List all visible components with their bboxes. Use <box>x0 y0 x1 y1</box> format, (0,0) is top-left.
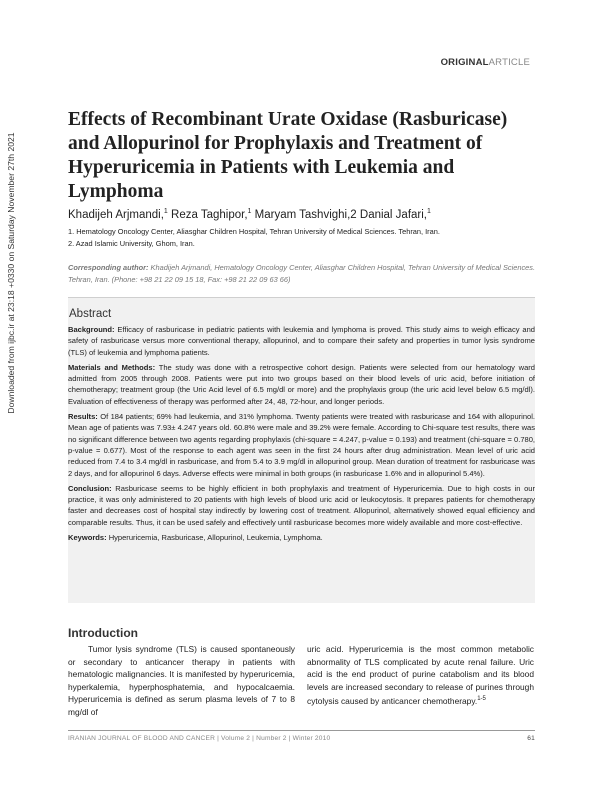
author-name: Reza Taghipor, <box>171 208 248 221</box>
article-title: Effects of Recombinant Urate Oxidase (Rasburicase) and Allopurinol for Prophylaxis and Treatment of Hyperuricemia in Patients with Leukemia and Lymphoma <box>68 109 508 202</box>
footer-divider <box>68 730 535 731</box>
author-affil-ref: 1 <box>427 208 431 215</box>
corresponding-text: Khadijeh Arjmandi, Hematology Oncology Center, Aliasghar Children Hospital, Tehran University of Medical Sciences. Tehran, Iran. (Phone: +98 21 22 09 15 18, Fax: +98 21 22 09 63 66) <box>68 263 536 284</box>
download-watermark <box>4 128 18 418</box>
corresponding-label: Corresponding author: <box>68 263 149 272</box>
affiliation-item: 2. Azad Islamic University, Ghom, Iran. <box>68 239 195 248</box>
background-text: Efficacy of rasburicase in pediatric patients with leukemia and lymphoma is proved. This study aims to weigh efficacy and safety of rasburicase versus more conventional therapy, allopurinol, and to compare their safety and properties in tumor lysis syndrome (TLS) of leukemia and lymphoma patients. <box>68 325 535 357</box>
article-type-light: ARTICLE <box>488 57 530 68</box>
methods-text: The study was done with a retrospective cohort design. Patients were selected from our hematology ward admitted from 2005 through 2008. Patients were put into two groups based on their blood levels of uric acid, before initiation of chemotherapy; treatment group (the Uric Acid level of 6.5 mg/dl or more) and the prophylaxis group (the uric acid level below 6.5 mg/dl). Evaluation of effectiveness of therapy was performed after 24, 48, 72-hour, and longer periods. <box>68 362 535 406</box>
methods-label: Materials and Methods: <box>68 362 156 372</box>
author-affil-ref: 1 <box>163 208 168 215</box>
citation-ref: 1-5 <box>477 696 486 703</box>
author-affil-ref: 1 <box>247 208 252 215</box>
keywords-label: Keywords: <box>68 533 107 543</box>
page-number: 61 <box>527 735 535 742</box>
article-type-badge <box>441 57 530 68</box>
abstract-methods <box>68 362 535 407</box>
journal-info: IRANIAN JOURNAL OF BLOOD AND CANCER | Volume 2 | Number 2 | Winter 2010 <box>68 735 331 742</box>
author-name: Maryam Tashvighi,2 Danial Jafari, <box>254 208 428 221</box>
introduction-heading: Introduction <box>68 626 138 640</box>
abstract-heading: Abstract <box>69 308 112 320</box>
abstract-background <box>68 324 535 358</box>
abstract-conclusion <box>68 483 535 528</box>
abstract-keywords <box>68 532 535 543</box>
page-footer <box>68 735 535 742</box>
corresponding-author <box>68 262 538 286</box>
abstract-results <box>68 411 535 479</box>
affiliations <box>68 226 440 250</box>
affiliation-item: 1. Hematology Oncology Center, Aliasghar Children Hospital, Tehran University of Medical Sciences. Tehran, Iran. <box>68 227 440 236</box>
results-label: Results: <box>68 412 98 422</box>
author-list <box>68 208 431 221</box>
article-type-strong: ORIGINAL <box>440 57 489 68</box>
author-name: Khadijeh Arjmandi, <box>68 208 164 221</box>
conclusion-text: Rasburicase seems to be highly efficient in both prophylaxis and treatment of Hyperuricemia. Due to high costs in our practice, it was only administered to 20 patients with high levels of blood uric acid or leukocytosis. It prepares patients for chemotherapy faster and decreases cost of hospital stay indirectly by lowering cost of treatment. Allopurinol, alternatively showed equal efficiency and comparable results. Thus, it can be used safely and effectively until rasburicase becomes more widely available and more cost-effective. <box>68 483 535 527</box>
introduction-right-text: uric acid. Hyperuricemia is the most common metabolic abnormality of TLS complicated by acute renal failure. Uric acid is the end product of purine catabolism and its blood levels are increased secondary to release of purines through cytolysis caused by anticancer chemotherapy. <box>307 644 534 707</box>
abstract-box <box>68 297 535 603</box>
conclusion-label: Conclusion: <box>68 483 112 493</box>
download-watermark-text: Downloaded from ijbc.ir at 23:18 +0330 on Saturday November 27th 2021 <box>6 132 16 414</box>
results-text: Of 184 patients; 69% had leukemia, and 31% lymphoma. Twenty patients were treated with rasburicase and 164 with allopurinol. Mean age of patients was 7.93± 4.247 years old. 60.8% were male and 39.2% were female. According to Chi-square test results, there was no significant difference between two agents regarding prophylaxis (chi-square = 4.247, p-value = 0.193) and treatment (chi-square = 0.780, p-value = 0.677). Most of the response to each agent was seen in the first 24 hours after drug administration. Mean level of uric acid reduced from 7.4 to 3.4 mg/dl in rasburicase, and from 5.4 to 3.9 mg/dl in allopurinol group. Mean duration of treatment for rasburicase was 2 days, and for allopurinol 6 days. Adverse effects were minimal in both groups (in rasburicase 1.6% and in allopurinol 5.4%). <box>68 412 536 478</box>
introduction-right-column <box>307 643 534 708</box>
keywords-text: Hyperuricemia, Rasburicase, Allopurinol, Leukemia, Lymphoma. <box>106 533 323 543</box>
introduction-left-column: Tumor lysis syndrome (TLS) is caused spontaneously or secondary to anticancer therapy in patients with hematologic malignancies. It is manifested by hyperuricemia, hyperkalemia, hyperphosphatemia, and hypocalcaemia. Hyperuricemia is defined as serum plasma levels of 7 to 8 mg/dl of <box>68 644 295 717</box>
background-label: Background: <box>68 325 115 334</box>
